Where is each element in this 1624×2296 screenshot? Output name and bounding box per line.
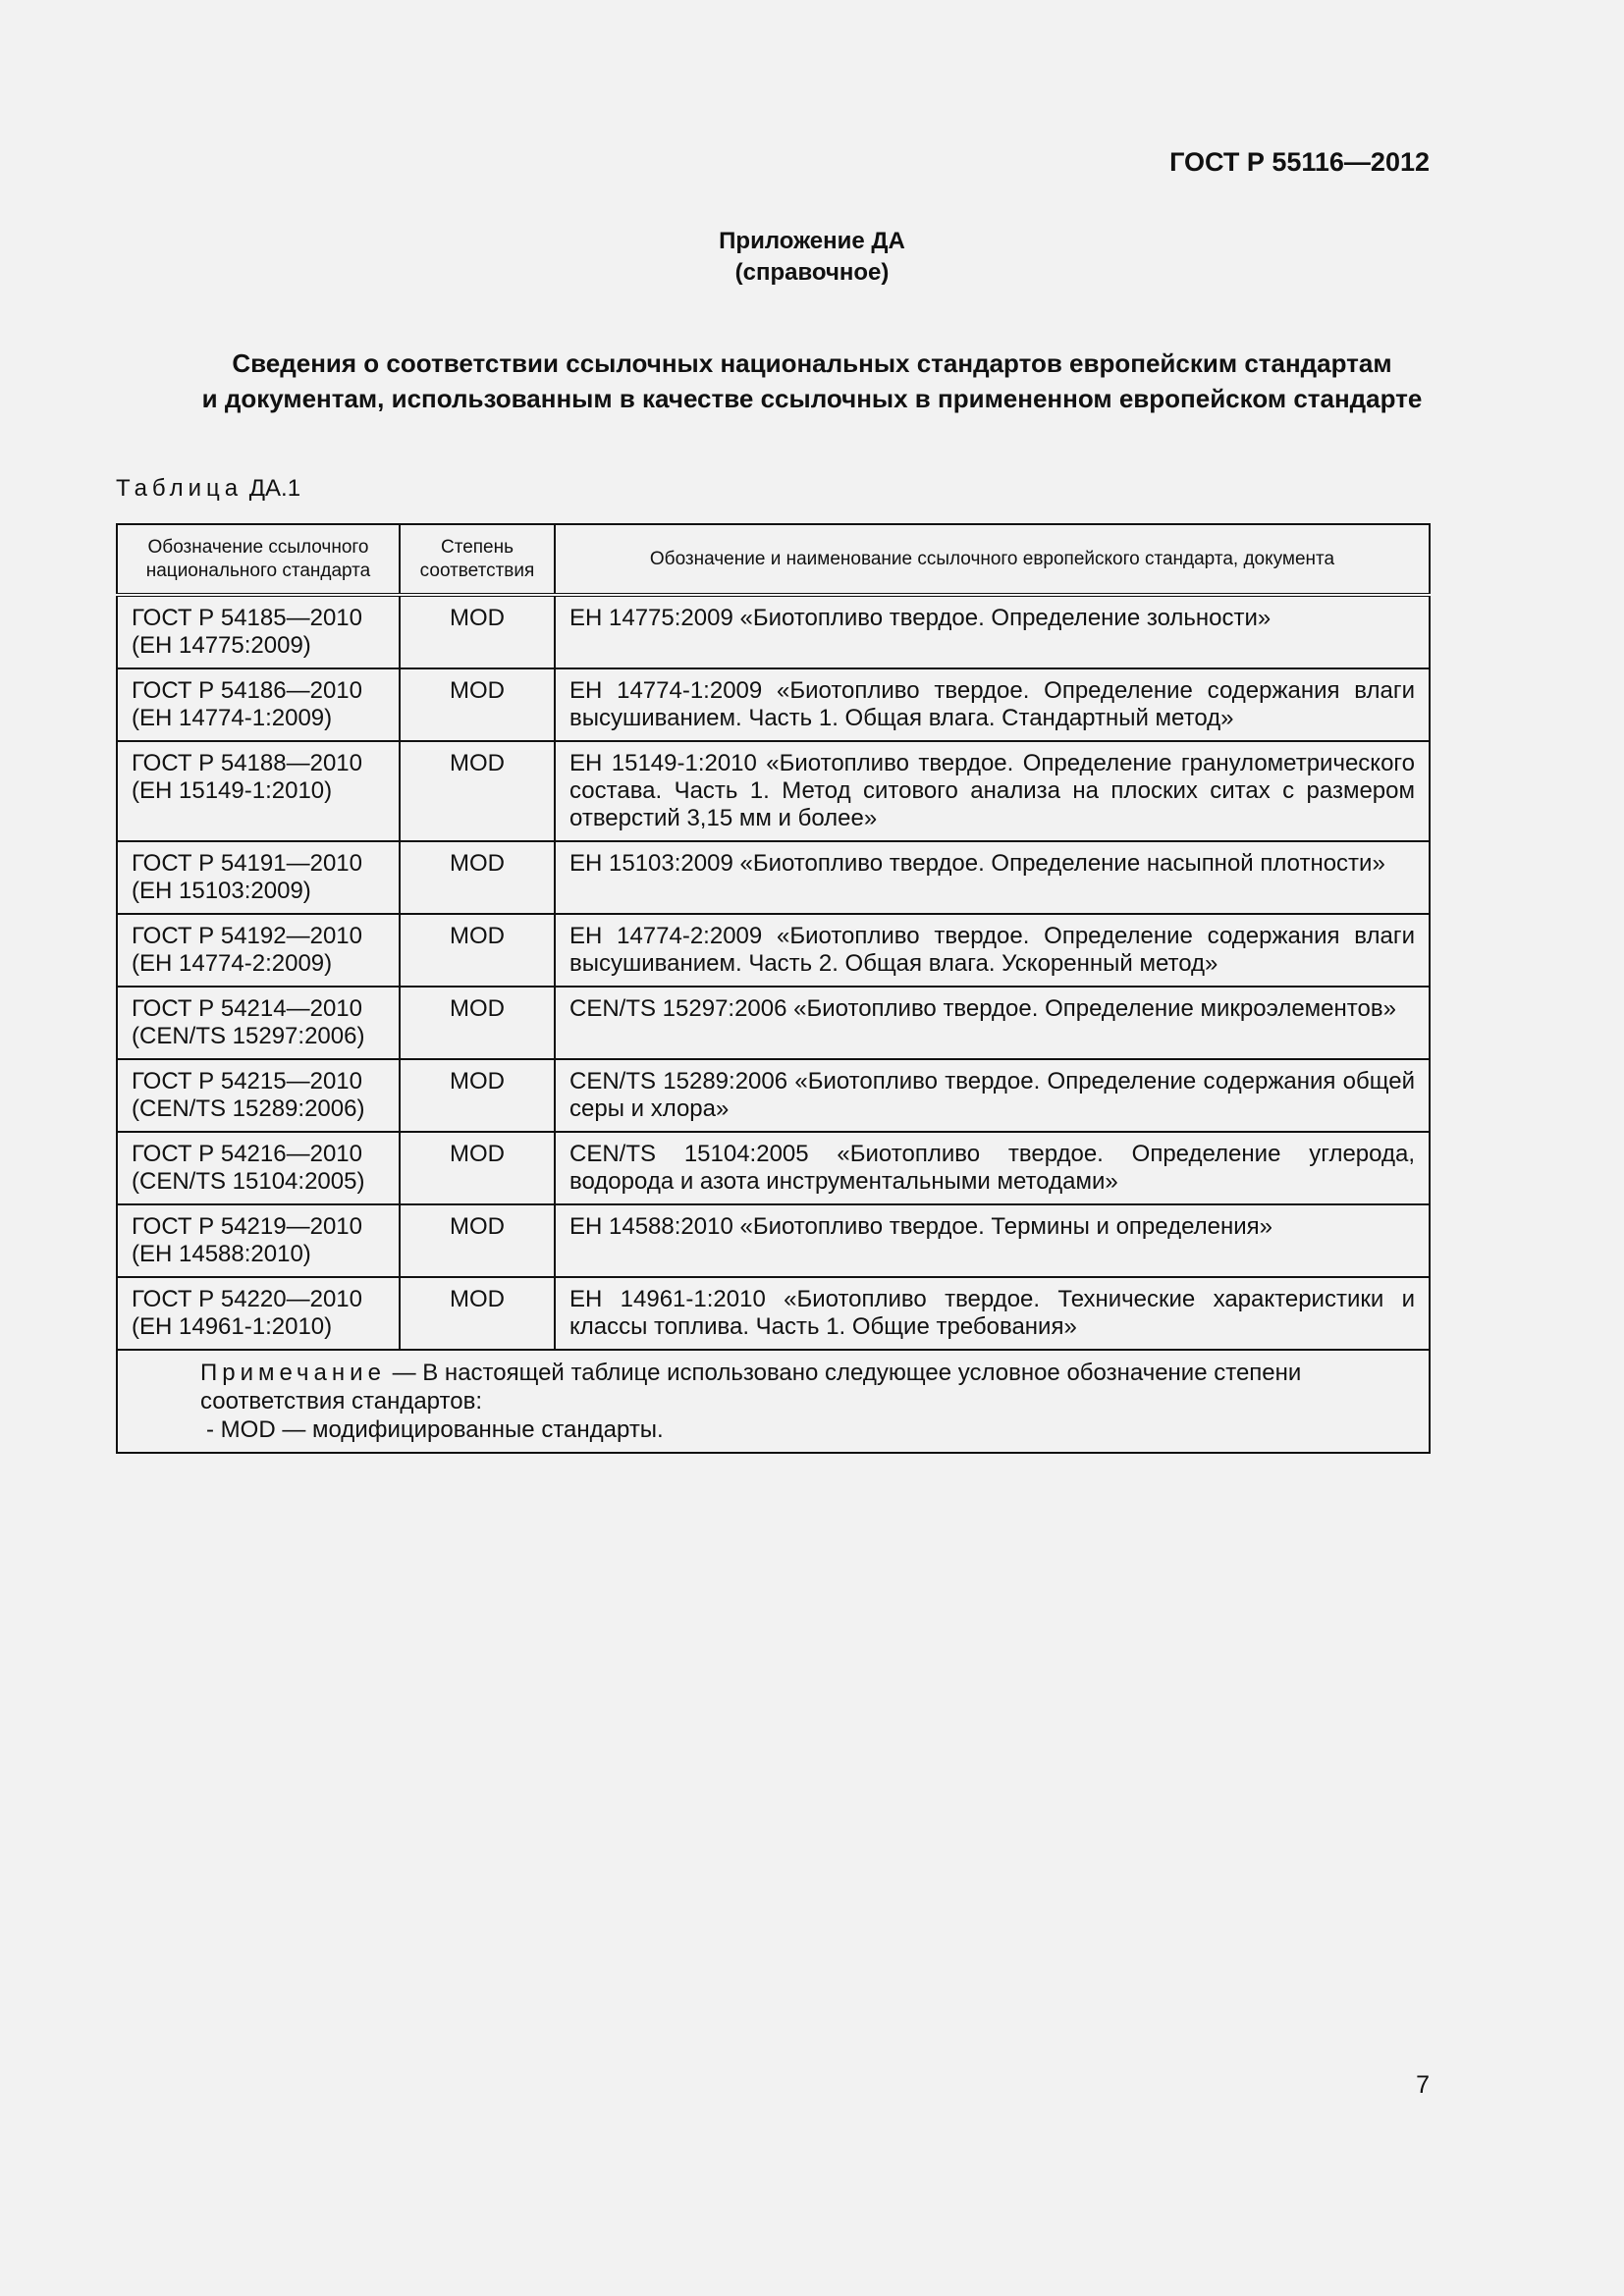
table-note xyxy=(117,1350,1430,1453)
table-note-row xyxy=(117,1350,1430,1453)
national-standard-cell xyxy=(117,987,400,1059)
national-standard-cell xyxy=(117,1059,400,1132)
table-row xyxy=(117,914,1430,987)
national-standard-code: ГОСТ Р 54188—2010 xyxy=(132,750,362,776)
note-item: - MOD — модифицированные стандарты. xyxy=(206,1416,664,1443)
national-standard-code: ГОСТ Р 54216—2010 xyxy=(132,1141,362,1167)
table-label-word: Таблица xyxy=(116,475,244,502)
european-standard-cell: CEN/TS 15297:2006 «Биотопливо твердое. Определение микроэлементов» xyxy=(555,987,1430,1059)
national-standard-code: ГОСТ Р 54214—2010 xyxy=(132,995,362,1022)
national-standard-reference: (ЕН 14588:2010) xyxy=(132,1241,311,1267)
annex-subtitle: (справочное) xyxy=(734,259,890,286)
national-standard-reference: (CEN/TS 15289:2006) xyxy=(132,1095,365,1122)
section-title-line-1: Сведения о соответствии ссылочных национальных стандартов европейским стандартам xyxy=(232,348,1392,378)
degree-cell: MOD xyxy=(400,741,555,841)
national-standard-cell xyxy=(117,1204,400,1277)
national-standard-code: ГОСТ Р 54219—2010 xyxy=(132,1213,362,1240)
national-standard-reference: (ЕН 14774-2:2009) xyxy=(132,950,333,977)
degree-cell: MOD xyxy=(400,595,555,668)
table-row xyxy=(117,987,1430,1059)
national-standard-code: ГОСТ Р 54192—2010 xyxy=(132,923,362,949)
annex-heading xyxy=(0,226,1624,289)
degree-cell: MOD xyxy=(400,1204,555,1277)
european-standard-cell: ЕН 14774-2:2009 «Биотопливо твердое. Определение содержания влаги высушиванием. Часть 2. Общая влага. Ускоренный метод» xyxy=(555,914,1430,987)
table-row xyxy=(117,1204,1430,1277)
degree-cell: MOD xyxy=(400,987,555,1059)
table-label xyxy=(116,475,300,503)
european-standard-cell: CEN/TS 15104:2005 «Биотопливо твердое. Определение углерода, водорода и азота инструментальными методами» xyxy=(555,1132,1430,1204)
degree-cell: MOD xyxy=(400,841,555,914)
note-label: Примечание xyxy=(200,1360,386,1386)
note-paragraph xyxy=(132,1359,1415,1415)
national-standard-cell xyxy=(117,1132,400,1204)
column-header-national: Обозначение ссылочного национального стандарта xyxy=(117,524,400,595)
national-standard-cell xyxy=(117,914,400,987)
table-row xyxy=(117,741,1430,841)
table-row xyxy=(117,668,1430,741)
national-standard-cell xyxy=(117,1277,400,1350)
table-row xyxy=(117,1277,1430,1350)
table-row xyxy=(117,841,1430,914)
document-code: ГОСТ Р 55116—2012 xyxy=(1169,147,1430,177)
table-label-number: ДА.1 xyxy=(248,475,301,502)
degree-cell: MOD xyxy=(400,914,555,987)
national-standard-reference: (ЕН 14961-1:2010) xyxy=(132,1313,333,1340)
european-standard-cell: ЕН 14588:2010 «Биотопливо твердое. Термины и определения» xyxy=(555,1204,1430,1277)
european-standard-cell: ЕН 14961-1:2010 «Биотопливо твердое. Технические характеристики и классы топлива. Часть 1. Общие требования» xyxy=(555,1277,1430,1350)
national-standard-code: ГОСТ Р 54186—2010 xyxy=(132,677,362,704)
national-standard-code: ГОСТ Р 54191—2010 xyxy=(132,850,362,877)
national-standard-code: ГОСТ Р 54215—2010 xyxy=(132,1068,362,1095)
degree-cell: MOD xyxy=(400,1132,555,1204)
national-standard-reference: (ЕН 14774-1:2009) xyxy=(132,705,333,731)
page-number: 7 xyxy=(1416,2071,1430,2099)
national-standard-cell xyxy=(117,595,400,668)
standards-table xyxy=(116,523,1431,1454)
national-standard-reference: (ЕН 14775:2009) xyxy=(132,632,311,659)
national-standard-reference: (CEN/TS 15104:2005) xyxy=(132,1168,365,1195)
european-standard-cell: ЕН 14775:2009 «Биотопливо твердое. Определение зольности» xyxy=(555,595,1430,668)
table-row xyxy=(117,595,1430,668)
national-standard-reference: (ЕН 15149-1:2010) xyxy=(132,777,333,804)
european-standard-cell: ЕН 15149-1:2010 «Биотопливо твердое. Определение гранулометрического состава. Часть 1. Метод ситового анализа на плоских ситах с размером отверстий 3,15 мм и более» xyxy=(555,741,1430,841)
national-standard-cell xyxy=(117,668,400,741)
national-standard-reference: (CEN/TS 15297:2006) xyxy=(132,1023,365,1049)
degree-cell: MOD xyxy=(400,1059,555,1132)
national-standard-code: ГОСТ Р 54185—2010 xyxy=(132,605,362,631)
column-header-european: Обозначение и наименование ссылочного европейского стандарта, документа xyxy=(555,524,1430,595)
national-standard-cell xyxy=(117,841,400,914)
column-header-degree: Степень соответствия xyxy=(400,524,555,595)
note-text: — В настоящей таблице использовано следующее условное обозначение степени соответствия стандартов: xyxy=(200,1360,1302,1415)
section-title xyxy=(98,346,1526,416)
national-standard-code: ГОСТ Р 54220—2010 xyxy=(132,1286,362,1312)
national-standard-cell xyxy=(117,741,400,841)
table-row xyxy=(117,1132,1430,1204)
european-standard-cell: CEN/TS 15289:2006 «Биотопливо твердое. Определение содержания общей серы и хлора» xyxy=(555,1059,1430,1132)
degree-cell: MOD xyxy=(400,1277,555,1350)
european-standard-cell: ЕН 15103:2009 «Биотопливо твердое. Определение насыпной плотности» xyxy=(555,841,1430,914)
section-title-line-2: и документам, использованным в качестве ссылочных в примененном европейском стандарте xyxy=(201,384,1423,413)
annex-title: Приложение ДА xyxy=(719,228,905,254)
table-header-row xyxy=(117,524,1430,595)
national-standard-reference: (ЕН 15103:2009) xyxy=(132,878,311,904)
table-row xyxy=(117,1059,1430,1132)
european-standard-cell: ЕН 14774-1:2009 «Биотопливо твердое. Определение содержания влаги высушиванием. Часть 1. Общая влага. Стандартный метод» xyxy=(555,668,1430,741)
degree-cell: MOD xyxy=(400,668,555,741)
